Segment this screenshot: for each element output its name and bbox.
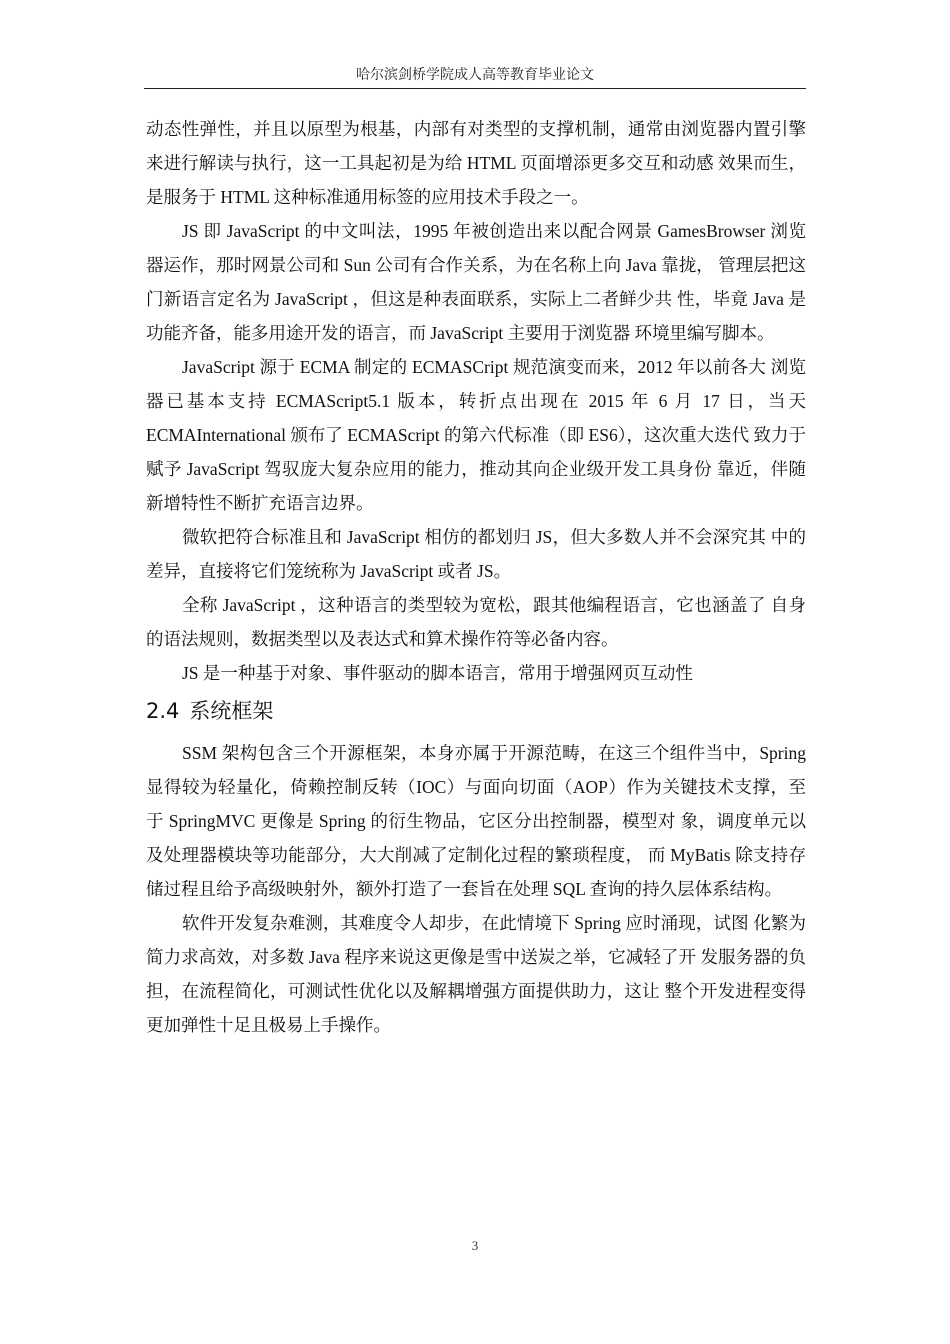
page-number: 3 [471,1238,479,1253]
paragraph: 软件开发复杂难测，其难度令人却步，在此情境下 Spring 应时涌现，试图 化繁为简力求高效，对多数 Java 程序来说这更像是雪中送炭之举，它减轻了开 发服务器的负担，在流程简化，可测试性优化以及解耦增强方面提供助力，这让 整个开发进程变得更加弹性十足且极易上手操作。 [146,913,806,1035]
running-header: 哈尔滨剑桥学院成人高等教育毕业论文 [356,68,594,83]
paragraph: 微软把符合标准且和 JavaScript 相仿的都划归 JS，但大多数人并不会深究其 中的差异，直接将它们笼统称为 JavaScript 或者 JS。 [146,527,806,581]
paragraph: JS 即 JavaScript 的中文叫法，1995 年被创造出来以配合网景 GamesBrowser 浏览器运作，那时网景公司和 Sun 公司有合作关系，为在名称上向 Java 靠拢， 管理层把这门新语言定名为 JavaScript ，但这是种表面联系，实际上二者鲜少共 性，毕竟 Java 是功能齐备，能多用途开发的语言，而 JavaScript 主要用于浏览器 环境里编写脚本。 [146,221,806,343]
section-title: 系统框架 [189,699,274,723]
paragraph: 全称 JavaScript ，这种语言的类型较为宽松，跟其他编程语言，它也涵盖了 自身的语法规则，数据类型以及表达式和算术操作符等必备内容。 [146,595,806,649]
header-rule [144,88,806,89]
paragraph: JavaScript 源于 ECMA 制定的 ECMASCript 规范演变而来，2012 年以前各大 浏览器已基本支持 ECMAScript5.1 版本，转折点出现在 2015 年 6 月 17 日，当天 ECMAInternational 颁布了 ECMAScript 的第六代标准（即 ES6），这次重大迭代 致力于赋予 JavaScript 驾驭庞大复杂应用的能力，推动其向企业级开发工具身份 靠近，伴随新增特性不断扩充语言边界。 [146,357,806,513]
paragraph: SSM 架构包含三个开源框架，本身亦属于开源范畴，在这三个组件当中，Spring 显得较为轻量化，倚赖控制反转（IOC）与面向切面（AOP）作为关键技术支撑，至于 SpringMVC 更像是 Spring 的衍生物品，它区分出控制器，模型对 象，调度单元以及处理器模块等功能部分，大大削减了定制化过程的繁琐程度， 而 MyBatis 除支持存储过程且给予高级映射外，额外打造了一套旨在处理 SQL 查询的持久层体系结构。 [146,743,806,899]
section-heading [146,692,806,730]
paragraph: JS 是一种基于对象、事件驱动的脚本语言，常用于增强网页互动性 [182,663,693,683]
section-number: 2.4 [146,699,180,723]
page-body [146,112,806,1042]
paragraph: 动态性弹性，并且以原型为根基，内部有对类型的支撑机制，通常由浏览器内置引擎来进行解读与执行，这一工具起初是为给 HTML 页面增添更多交互和动感 效果而生，是服务于 HTML 这种标准通用标签的应用技术手段之一。 [146,119,806,207]
